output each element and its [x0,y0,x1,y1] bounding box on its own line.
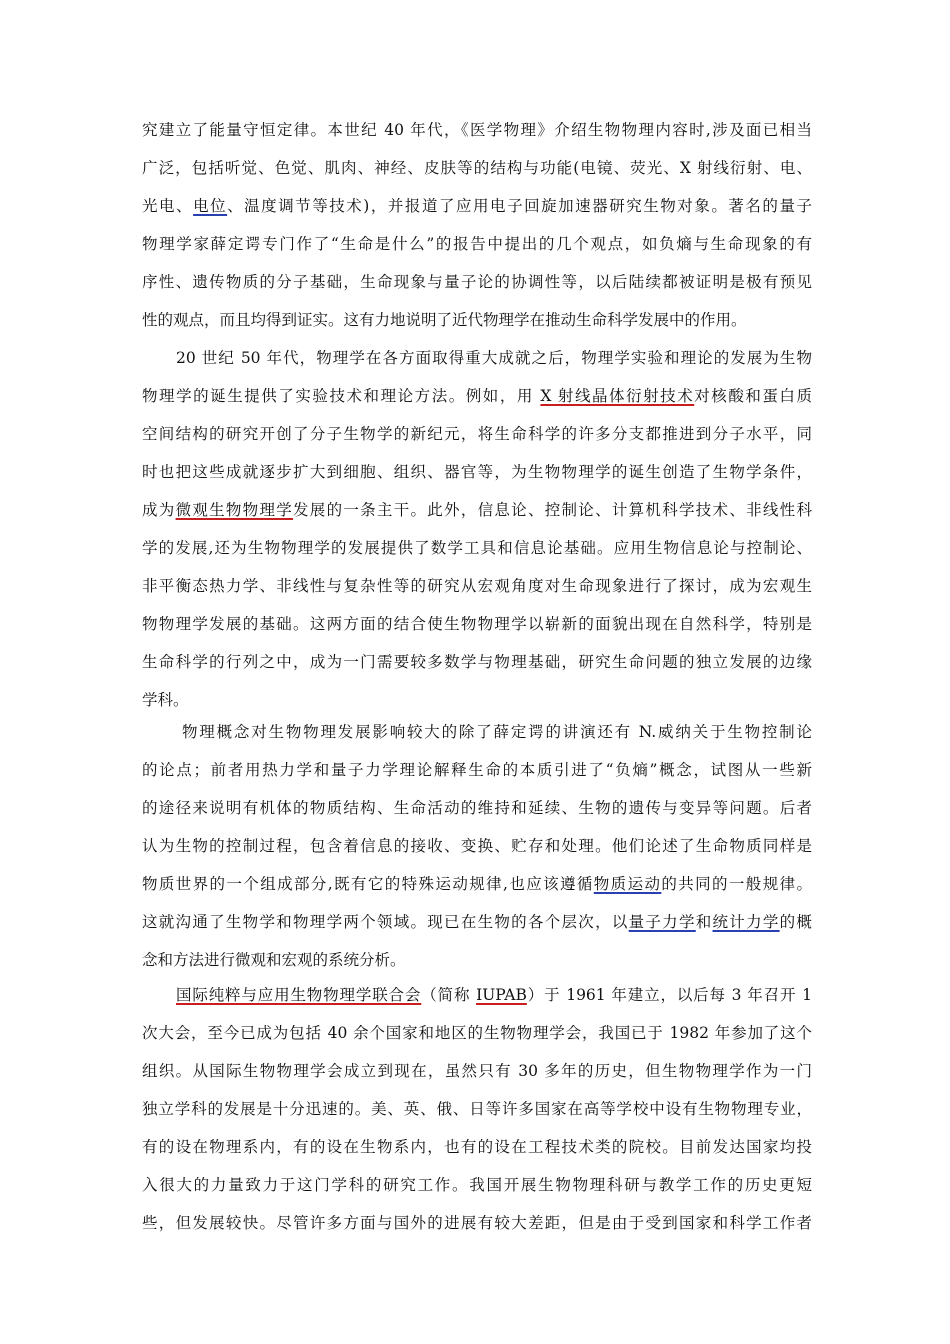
text-line [142,491,812,529]
text-line: 的途径来说明有机体的物质结构、生命活动的维持和延续、生物的遗传与变异等问题。后者 [142,799,812,817]
text-line: 有的设在物理系内，有的设在生物系内，也有的设在工程技术类的院校。目前发达国家均投 [142,1138,812,1156]
link-statistical-mechanics[interactable]: 统计力学 [712,913,780,931]
text-line: 些，但发展较快。尽管许多方面与国外的进展有较大差距，但是由于受到国家和科学工作者 [142,1214,812,1232]
paragraph-4 [142,976,812,1242]
text-segment: 这就沟通了生物学和物理学两个领域。现已在生物的各个层次，以 [142,913,629,931]
paragraph-1 [142,111,812,339]
text-line: 物物理学发展的基础。这两方面的结合使生物物理学以崭新的面貌出现在自然科学，特别是 [142,615,812,633]
text-line: 序性、遗传物质的分子基础，生命现象与量子论的协调性等，以后陆续都被证明是极有预见 [142,273,812,291]
text-line: 物理概念对生物物理发展影响较大的除了薛定谔的讲演还有 N.威纳关于生物控制论 [182,723,812,741]
link-matter-motion[interactable]: 物质运动 [593,875,662,893]
paragraph-2 [142,339,812,719]
text-line: 非平衡态热力学、非线性与复杂性等的研究从宏观角度对生命现象进行了探讨，成为宏观生 [142,577,812,595]
text-line [142,865,812,903]
text-segment: （简称 [421,986,477,1004]
text-line [142,976,812,1014]
text-line: 组织。从国际生物物理学会成立到现在，虽然只有 30 多年的历史，但生物物理学作为一门 [142,1062,812,1080]
text-line: 认为生物的控制过程，包含着信息的接收、变换、贮存和处理。他们论述了生命物质同样是 [142,837,812,855]
text-segment: 的共同的一般规律。 [661,875,812,893]
text-segment: 对核酸和蛋白质 [694,387,812,405]
text-line: 学的发展,还为生物物理学的发展提供了数学工具和信息论基础。应用生物信息论与控制论、 [142,539,812,557]
text-line: 20 世纪 50 年代，物理学在各方面取得重大成就之后，物理学实验和理论的发展为生物 [176,349,812,367]
text-segment: 和 [695,913,713,931]
text-segment: 发展的一条主干。此外，信息论、控制论、计算机科学技术、非线性科 [293,501,812,519]
text-line: 时也把这些成就逐步扩大到细胞、组织、器官等，为生物物理学的诞生创造了生物学条件， [142,463,812,481]
text-segment: 、温度调节等技术)，并报道了应用电子回旋加速器研究生物对象。著名的量子 [227,197,812,215]
text-line [142,187,812,225]
link-iupab[interactable]: IUPAB [476,986,527,1004]
text-segment: 物质世界的一个组成部分,既有它的特殊运动规律,也应该遵循 [142,875,594,893]
text-line: 次大会，至今已成为包括 40 余个国家和地区的生物物理学会，我国已于 1982 年参加了这个 [142,1024,812,1042]
text-line: 入很大的力量致力于这门学科的研究工作。我国开展生物物理科研与教学工作的历史更短 [142,1176,812,1194]
text-segment: ）于 1961 年建立，以后每 3 年召开 1 [526,986,812,1004]
text-line: 空间结构的研究开创了分子生物学的新纪元，将生命科学的许多分支都推进到分子水平，同 [142,425,812,443]
link-quantum-mechanics[interactable]: 量子力学 [628,913,696,931]
link-electric-potential[interactable]: 电位 [193,197,228,215]
text-line [142,377,812,415]
text-line: 独立学科的发展是十分迅速的。美、英、俄、日等许多国家在高等学校中设有生物物理专业， [142,1100,812,1118]
text-line: 物理学家薛定谔专门作了“生命是什么”的报告中提出的几个观点，如负熵与生命现象的有 [142,235,812,253]
text-line: 念和方法进行微观和宏观的系统分析。 [142,951,406,969]
text-segment: 的概 [779,913,812,931]
paragraph-3 [142,713,812,979]
text-line: 学科。 [142,691,189,709]
link-iupab-full-name[interactable]: 国际纯粹与应用生物物理学联合会 [176,986,422,1004]
link-micro-biophysics[interactable]: 微观生物物理学 [175,501,294,519]
text-segment: 成为 [142,501,176,519]
text-segment: 光电、 [142,197,194,215]
link-xray-crystal-diffraction[interactable]: X 射线晶体衍射技术 [540,387,695,405]
text-line: 的论点；前者用热力学和量子力学理论解释生命的本质引进了“负熵”概念，试图从一些新 [142,761,812,779]
text-segment: 物理学的诞生提供了实验技术和理论方法。例如，用 [142,387,541,405]
text-line [142,903,812,941]
text-line: 性的观点，而且均得到证实。这有力地说明了近代物理学在推动生命科学发展中的作用。 [142,311,747,329]
text-line: 广泛，包括听觉、色觉、肌肉、神经、皮肤等的结构与功能(电镜、荧光、X 射线衍射、电、 [142,159,812,177]
text-line: 究建立了能量守恒定律。本世纪 40 年代，《医学物理》介绍生物物理内容时,涉及面已相当 [142,121,812,139]
text-line: 生命科学的行列之中，成为一门需要较多数学与物理基础，研究生命问题的独立发展的边缘 [142,653,812,671]
